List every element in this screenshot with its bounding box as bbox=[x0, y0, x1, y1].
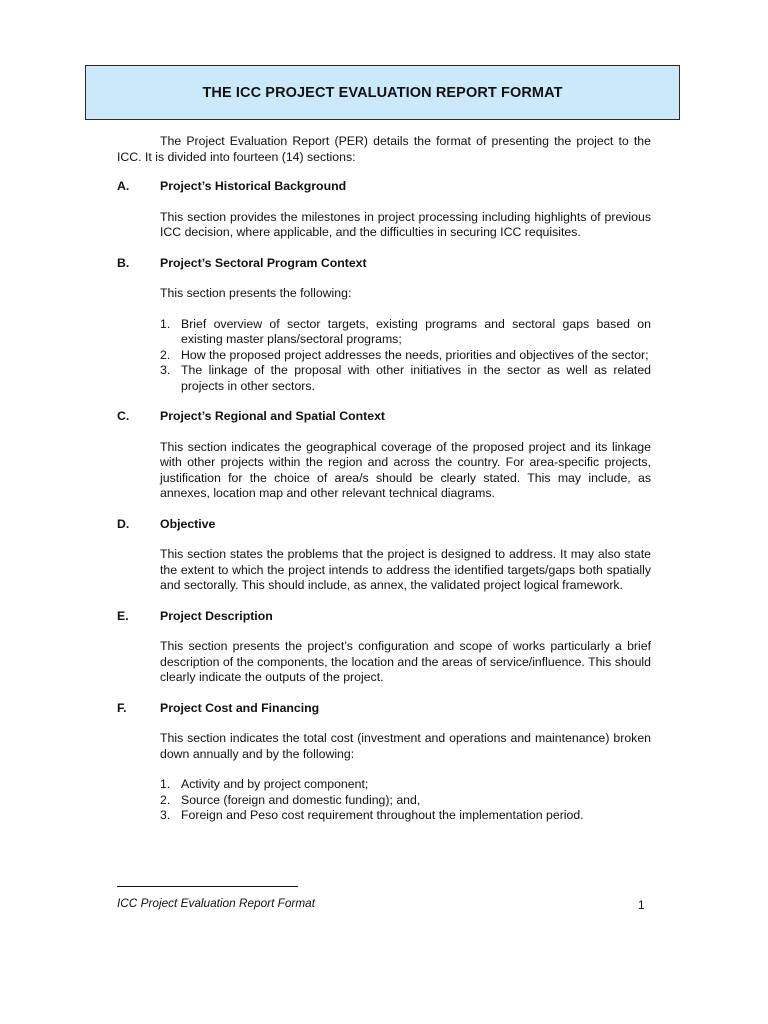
section-c bbox=[117, 409, 651, 502]
section-title: Objective bbox=[160, 516, 216, 531]
section-title: Project’s Regional and Spatial Context bbox=[160, 409, 386, 423]
page-number: 1 bbox=[638, 898, 645, 912]
list-text: The linkage of the proposal with other initiatives in the sector as well as related projects in other sectors. bbox=[181, 363, 651, 393]
section-heading bbox=[117, 256, 651, 272]
section-letter: D. bbox=[117, 516, 130, 531]
list-number: 1. bbox=[160, 316, 171, 331]
section-letter: F. bbox=[117, 700, 127, 715]
document-body bbox=[117, 134, 651, 839]
section-letter: C. bbox=[117, 409, 130, 423]
section-heading bbox=[117, 409, 651, 425]
list-text: Activity and by project component; bbox=[181, 777, 369, 791]
list-number: 2. bbox=[160, 792, 171, 807]
list-item bbox=[160, 317, 651, 348]
section-title: Project Description bbox=[160, 608, 273, 623]
list-number: 1. bbox=[160, 777, 171, 791]
section-f bbox=[117, 701, 651, 824]
section-b bbox=[117, 256, 651, 395]
section-heading bbox=[117, 701, 651, 717]
section-paragraph: This section presents the following: bbox=[160, 286, 352, 300]
section-a bbox=[117, 179, 651, 241]
section-title: Project’s Sectoral Program Context bbox=[160, 255, 367, 270]
section-letter: E. bbox=[117, 608, 129, 623]
numbered-list bbox=[160, 317, 651, 395]
numbered-list bbox=[160, 777, 651, 824]
section-heading bbox=[117, 609, 651, 625]
list-item bbox=[160, 777, 651, 793]
list-number: 3. bbox=[160, 808, 171, 822]
section-paragraph: This section indicates the geographical coverage of the proposed project and its linkage with other projects within the region and across the country. For area-specific projects, justification for the choice of area/s should be clearly stated. This may include, as annexes, location map and other relevant technical diagrams. bbox=[160, 439, 651, 500]
title-box bbox=[85, 65, 680, 120]
section-title: Project Cost and Financing bbox=[160, 700, 320, 715]
page-title: THE ICC PROJECT EVALUATION REPORT FORMAT bbox=[202, 84, 563, 101]
footer-divider bbox=[117, 886, 298, 887]
section-paragraph: This section provides the milestones in project processing including highlights of previous ICC decision, where applicable, and the difficulties in securing ICC requisites. bbox=[160, 209, 651, 239]
list-text: How the proposed project addresses the needs, priorities and objectives of the sector; bbox=[181, 347, 649, 362]
section-paragraph: This section states the problems that the project is designed to address. It may also state the extent to which the project intends to address the identified targets/gaps both spatially and sectorally. This should include, as annex, the validated project logical framework. bbox=[160, 547, 651, 592]
section-heading bbox=[117, 517, 651, 533]
list-number: 2. bbox=[160, 347, 171, 362]
list-number: 3. bbox=[160, 363, 171, 377]
intro-paragraph: The Project Evaluation Report (PER) details the format of presenting the project to the ICC. It is divided into fourteen (14) sections: bbox=[117, 134, 651, 164]
list-item bbox=[160, 793, 651, 809]
section-paragraph: This section presents the project’s configuration and scope of works particularly a brief description of the components, the location and the areas of service/influence. This should clearly indicate the outputs of the project. bbox=[160, 639, 651, 684]
list-text: Brief overview of sector targets, existing programs and sectoral gaps based on existing master plans/sectoral programs; bbox=[181, 316, 651, 346]
list-item bbox=[160, 808, 651, 824]
section-e bbox=[117, 609, 651, 686]
list-text: Source (foreign and domestic funding); and, bbox=[181, 792, 421, 807]
footer-title: ICC Project Evaluation Report Format bbox=[117, 896, 316, 910]
list-item bbox=[160, 363, 651, 394]
list-text: Foreign and Peso cost requirement throughout the implementation period. bbox=[181, 808, 584, 822]
section-paragraph: This section indicates the total cost (investment and operations and maintenance) broken down annually and by the following: bbox=[160, 731, 651, 761]
section-letter: B. bbox=[117, 255, 130, 270]
section-d bbox=[117, 517, 651, 594]
section-heading bbox=[117, 179, 651, 195]
section-letter: A. bbox=[117, 179, 130, 193]
list-item bbox=[160, 348, 651, 364]
section-title: Project’s Historical Background bbox=[160, 179, 347, 193]
